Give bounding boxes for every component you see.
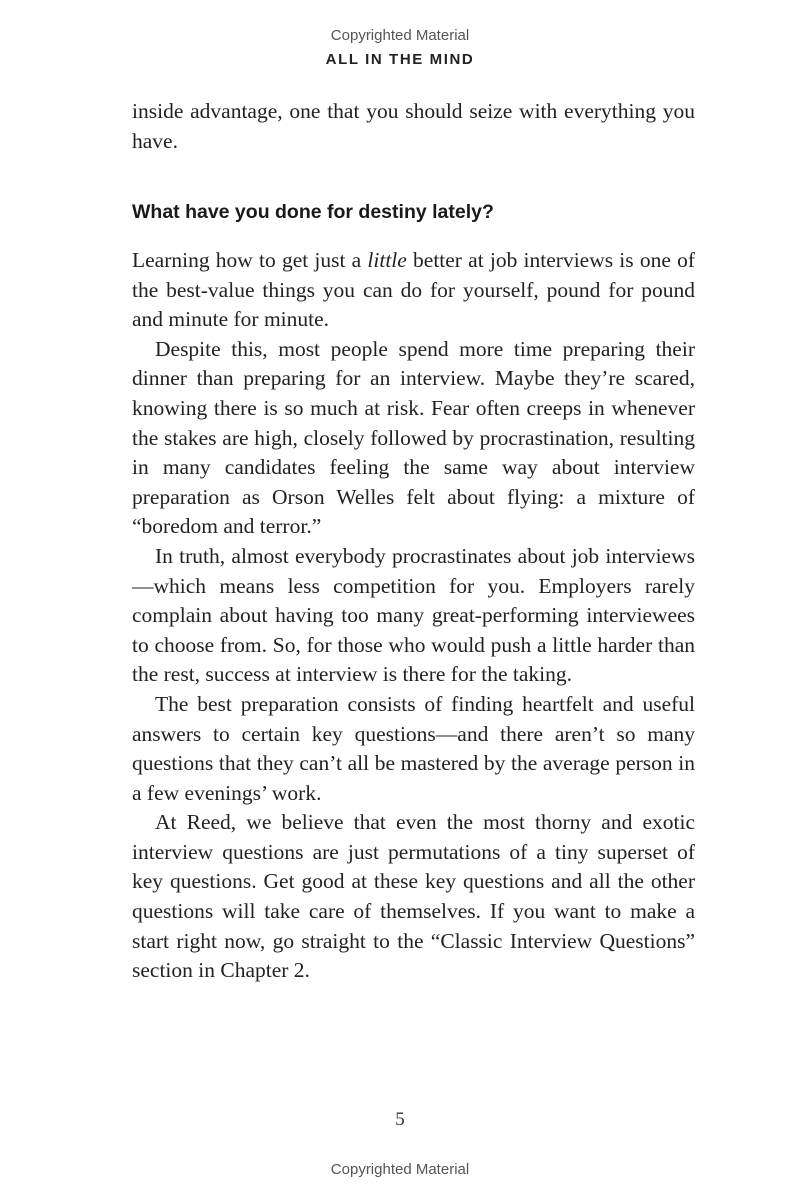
paragraph-1-after: better at job interviews is one of the best-value things you can do for yourself, pound for pound and minute for minute.: [132, 248, 695, 332]
intro-block: [132, 97, 695, 156]
paragraph-3: In truth, almost everybody procrastinates about job interviews—which means less competition for you. Employers rarely complain about having too many great-performing interviewees to choose from. So, for those who would push a little harder than the rest, success at interview is there for the taking.: [132, 543, 695, 687]
paragraph-1-emphasis: little: [367, 248, 407, 272]
page-number: 5: [395, 1109, 405, 1130]
paragraph-2: Despite this, most people spend more time preparing their dinner than preparing for an interview. Maybe they’re scared, knowing there is so much at risk. Fear often creeps in whenever the stakes are high, closely followed by procrastination, resulting in many candidates feeling the same way about interview preparation as Orson Welles felt about flying: a mixture of “boredom and terror.”: [132, 336, 695, 539]
paragraph-1: [132, 246, 695, 335]
section-body: [132, 246, 695, 986]
intro-paragraph: inside advantage, one that you should seize with everything you have.: [132, 99, 695, 153]
paragraph-5: At Reed, we believe that even the most thorny and exotic interview questions are just permutations of a tiny superset of key questions. Get good at these key questions and all the other questions will take care of themselves. If you want to make a start right now, go straight to the “Classic Interview Questions” section in Chapter 2.: [132, 810, 695, 983]
section-heading: What have you done for destiny lately?: [132, 201, 494, 223]
paragraph-1-before: Learning how to get just a: [132, 248, 368, 272]
copyright-watermark-top: Copyrighted Material: [330, 27, 470, 44]
paragraph-4: The best preparation consists of finding heartfelt and useful answers to certain key questions—and there aren’t so many questions that they can’t all be mastered by the average person in a few evenings’ work.: [132, 691, 695, 805]
copyright-watermark-bottom: Copyrighted Material: [330, 1161, 470, 1178]
running-head: ALL IN THE MIND: [325, 51, 475, 68]
